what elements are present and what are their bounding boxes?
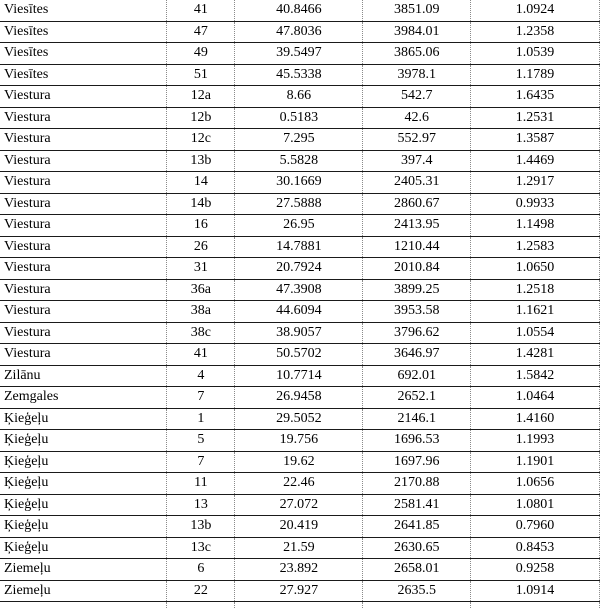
number-cell[interactable]: 12c bbox=[167, 129, 235, 151]
street-cell[interactable]: Ziemeļu bbox=[0, 580, 167, 602]
table-row bbox=[0, 430, 600, 452]
ratio-cell[interactable]: 0.8453 bbox=[471, 537, 600, 559]
number-cell[interactable]: 12a bbox=[167, 86, 235, 108]
ratio-cell[interactable]: 1.1498 bbox=[471, 215, 600, 237]
table-row bbox=[0, 107, 600, 129]
ratio-cell[interactable]: 1.4160 bbox=[471, 408, 600, 430]
value-a-cell[interactable]: 47.8036 bbox=[235, 21, 363, 43]
table-row bbox=[0, 236, 600, 258]
street-cell[interactable]: Viestura bbox=[0, 279, 167, 301]
value-b-cell[interactable]: 3865.06 bbox=[363, 43, 471, 65]
street-cell[interactable]: Viestura bbox=[0, 193, 167, 215]
number-cell[interactable]: 22 bbox=[167, 580, 235, 602]
number-cell[interactable]: 12b bbox=[167, 107, 235, 129]
number-cell[interactable]: 51 bbox=[167, 64, 235, 86]
table-row bbox=[0, 408, 600, 430]
street-cell[interactable]: Ziemeļu bbox=[0, 559, 167, 581]
value-b-cell[interactable]: 2652.1 bbox=[363, 387, 471, 409]
table-row bbox=[0, 365, 600, 387]
ratio-cell[interactable]: 1.1621 bbox=[471, 301, 600, 323]
table-row bbox=[0, 301, 600, 323]
value-a-cell[interactable]: 21.59 bbox=[235, 537, 363, 559]
value-b-cell[interactable]: 2405.31 bbox=[363, 172, 471, 194]
number-cell[interactable]: 31 bbox=[167, 258, 235, 280]
street-cell[interactable]: Viestura bbox=[0, 236, 167, 258]
value-a-cell[interactable]: 47.3908 bbox=[235, 279, 363, 301]
number-cell[interactable]: 1 bbox=[167, 408, 235, 430]
value-a-cell[interactable]: 27.5888 bbox=[235, 193, 363, 215]
ratio-cell[interactable]: 0.7960 bbox=[471, 516, 600, 538]
ratio-cell[interactable]: 1.2358 bbox=[471, 21, 600, 43]
value-b-cell[interactable]: 692.01 bbox=[363, 365, 471, 387]
table-row bbox=[0, 258, 600, 280]
table-row bbox=[0, 129, 600, 151]
street-cell[interactable]: Viestura bbox=[0, 129, 167, 151]
ratio-cell[interactable]: 1.6435 bbox=[471, 86, 600, 108]
value-a-cell[interactable]: 14.7881 bbox=[235, 236, 363, 258]
table-row bbox=[0, 193, 600, 215]
ratio-cell bbox=[471, 602, 600, 609]
value-b-cell[interactable]: 3899.25 bbox=[363, 279, 471, 301]
street-cell bbox=[0, 602, 167, 609]
ratio-cell[interactable]: 1.0554 bbox=[471, 322, 600, 344]
ratio-cell[interactable]: 1.0464 bbox=[471, 387, 600, 409]
street-cell[interactable]: Viesītes bbox=[0, 64, 167, 86]
table-row bbox=[0, 473, 600, 495]
street-cell[interactable]: Ķieģeļu bbox=[0, 473, 167, 495]
street-cell[interactable]: Ķieģeļu bbox=[0, 408, 167, 430]
value-b-cell[interactable]: 542.7 bbox=[363, 86, 471, 108]
street-cell[interactable]: Viesītes bbox=[0, 0, 167, 21]
value-b-cell[interactable]: 3984.01 bbox=[363, 21, 471, 43]
table-row bbox=[0, 86, 600, 108]
ratio-cell[interactable]: 1.2917 bbox=[471, 172, 600, 194]
number-cell[interactable]: 5 bbox=[167, 430, 235, 452]
number-cell[interactable]: 14b bbox=[167, 193, 235, 215]
value-a-cell[interactable]: 39.5497 bbox=[235, 43, 363, 65]
number-cell[interactable]: 13b bbox=[167, 516, 235, 538]
number-cell[interactable]: 14 bbox=[167, 172, 235, 194]
table-row bbox=[0, 494, 600, 516]
ratio-cell[interactable]: 0.9933 bbox=[471, 193, 600, 215]
ratio-cell[interactable]: 1.2583 bbox=[471, 236, 600, 258]
value-a-cell[interactable]: 0.5183 bbox=[235, 107, 363, 129]
table-row bbox=[0, 150, 600, 172]
number-cell[interactable]: 38c bbox=[167, 322, 235, 344]
value-a-cell[interactable]: 26.95 bbox=[235, 215, 363, 237]
table-row bbox=[0, 451, 600, 473]
value-a-cell[interactable]: 26.9458 bbox=[235, 387, 363, 409]
street-cell[interactable]: Ķieģeļu bbox=[0, 537, 167, 559]
number-cell[interactable]: 6 bbox=[167, 559, 235, 581]
value-b-cell[interactable]: 42.6 bbox=[363, 107, 471, 129]
value-a-cell[interactable]: 20.419 bbox=[235, 516, 363, 538]
table-row bbox=[0, 387, 600, 409]
value-a-cell[interactable]: 29.5052 bbox=[235, 408, 363, 430]
value-b-cell[interactable]: 3953.58 bbox=[363, 301, 471, 323]
ratio-cell[interactable]: 1.0539 bbox=[471, 43, 600, 65]
street-cell[interactable]: Viestura bbox=[0, 258, 167, 280]
street-cell[interactable]: Viesītes bbox=[0, 21, 167, 43]
ratio-cell[interactable]: 1.0924 bbox=[471, 0, 600, 21]
value-b-cell[interactable]: 2413.95 bbox=[363, 215, 471, 237]
table-row bbox=[0, 279, 600, 301]
value-a-cell[interactable]: 23.892 bbox=[235, 559, 363, 581]
ratio-cell[interactable]: 1.0801 bbox=[471, 494, 600, 516]
street-cell[interactable]: Zilānu bbox=[0, 365, 167, 387]
value-a-cell[interactable]: 27.927 bbox=[235, 580, 363, 602]
number-cell[interactable]: 36a bbox=[167, 279, 235, 301]
value-b-cell bbox=[363, 602, 471, 609]
value-b-cell[interactable]: 2170.88 bbox=[363, 473, 471, 495]
value-b-cell[interactable]: 397.4 bbox=[363, 150, 471, 172]
number-cell[interactable]: 26 bbox=[167, 236, 235, 258]
number-cell[interactable]: 16 bbox=[167, 215, 235, 237]
value-a-cell[interactable]: 5.5828 bbox=[235, 150, 363, 172]
table-row bbox=[0, 21, 600, 43]
value-b-cell[interactable]: 2630.65 bbox=[363, 537, 471, 559]
number-cell[interactable]: 7 bbox=[167, 451, 235, 473]
value-b-cell[interactable]: 3851.09 bbox=[363, 0, 471, 21]
ratio-cell[interactable]: 1.4469 bbox=[471, 150, 600, 172]
value-b-cell[interactable]: 2146.1 bbox=[363, 408, 471, 430]
number-cell[interactable]: 4 bbox=[167, 365, 235, 387]
table-row bbox=[0, 215, 600, 237]
value-b-cell[interactable]: 3646.97 bbox=[363, 344, 471, 366]
number-cell[interactable]: 11 bbox=[167, 473, 235, 495]
ratio-cell[interactable]: 1.0656 bbox=[471, 473, 600, 495]
value-a-cell[interactable]: 38.9057 bbox=[235, 322, 363, 344]
value-b-cell[interactable]: 1210.44 bbox=[363, 236, 471, 258]
value-a-cell[interactable]: 7.295 bbox=[235, 129, 363, 151]
table-row-partial bbox=[0, 602, 600, 609]
ratio-cell[interactable]: 1.3587 bbox=[471, 129, 600, 151]
value-a-cell[interactable]: 45.5338 bbox=[235, 64, 363, 86]
street-cell[interactable]: Viestura bbox=[0, 172, 167, 194]
value-b-cell[interactable]: 1697.96 bbox=[363, 451, 471, 473]
street-cell[interactable]: Viestura bbox=[0, 150, 167, 172]
value-b-cell[interactable]: 2010.84 bbox=[363, 258, 471, 280]
street-cell[interactable]: Ķieģeļu bbox=[0, 451, 167, 473]
table-row bbox=[0, 43, 600, 65]
number-cell[interactable]: 41 bbox=[167, 0, 235, 21]
street-cell[interactable]: Ķieģeļu bbox=[0, 494, 167, 516]
number-cell[interactable]: 47 bbox=[167, 21, 235, 43]
ratio-cell[interactable]: 1.1993 bbox=[471, 430, 600, 452]
table-row bbox=[0, 559, 600, 581]
table-row bbox=[0, 64, 600, 86]
ratio-cell[interactable]: 1.1789 bbox=[471, 64, 600, 86]
ratio-cell[interactable]: 0.9258 bbox=[471, 559, 600, 581]
number-cell[interactable]: 49 bbox=[167, 43, 235, 65]
street-cell[interactable]: Viestura bbox=[0, 322, 167, 344]
street-cell[interactable]: Viestura bbox=[0, 86, 167, 108]
street-cell[interactable]: Viestura bbox=[0, 344, 167, 366]
value-b-cell[interactable]: 1696.53 bbox=[363, 430, 471, 452]
value-b-cell[interactable]: 2581.41 bbox=[363, 494, 471, 516]
value-a-cell[interactable]: 27.072 bbox=[235, 494, 363, 516]
street-cell[interactable]: Viesītes bbox=[0, 43, 167, 65]
value-a-cell bbox=[235, 602, 363, 609]
ratio-cell[interactable]: 1.2531 bbox=[471, 107, 600, 129]
value-a-cell[interactable]: 44.6094 bbox=[235, 301, 363, 323]
table-row bbox=[0, 344, 600, 366]
street-cell[interactable]: Ķieģeļu bbox=[0, 516, 167, 538]
number-cell[interactable]: 41 bbox=[167, 344, 235, 366]
value-a-cell[interactable]: 50.5702 bbox=[235, 344, 363, 366]
number-cell[interactable]: 13c bbox=[167, 537, 235, 559]
number-cell[interactable]: 38a bbox=[167, 301, 235, 323]
value-a-cell[interactable]: 22.46 bbox=[235, 473, 363, 495]
street-cell[interactable]: Viestura bbox=[0, 215, 167, 237]
ratio-cell[interactable]: 1.2518 bbox=[471, 279, 600, 301]
street-cell[interactable]: Viestura bbox=[0, 301, 167, 323]
value-a-cell[interactable]: 8.66 bbox=[235, 86, 363, 108]
value-a-cell[interactable]: 20.7924 bbox=[235, 258, 363, 280]
value-b-cell[interactable]: 2658.01 bbox=[363, 559, 471, 581]
value-a-cell[interactable]: 19.756 bbox=[235, 430, 363, 452]
value-a-cell[interactable]: 30.1669 bbox=[235, 172, 363, 194]
table-row bbox=[0, 580, 600, 602]
street-cell[interactable]: Zemgales bbox=[0, 387, 167, 409]
street-cell[interactable]: Ķieģeļu bbox=[0, 430, 167, 452]
value-b-cell[interactable]: 2641.85 bbox=[363, 516, 471, 538]
number-cell bbox=[167, 602, 235, 609]
table-row bbox=[0, 0, 600, 21]
number-cell[interactable]: 13b bbox=[167, 150, 235, 172]
number-cell[interactable]: 13 bbox=[167, 494, 235, 516]
value-a-cell[interactable]: 10.7714 bbox=[235, 365, 363, 387]
table-row bbox=[0, 516, 600, 538]
table-row bbox=[0, 537, 600, 559]
value-a-cell[interactable]: 40.8466 bbox=[235, 0, 363, 21]
value-b-cell[interactable]: 2860.67 bbox=[363, 193, 471, 215]
ratio-cell[interactable]: 1.4281 bbox=[471, 344, 600, 366]
value-b-cell[interactable]: 3978.1 bbox=[363, 64, 471, 86]
table-row bbox=[0, 322, 600, 344]
value-b-cell[interactable]: 2635.5 bbox=[363, 580, 471, 602]
ratio-cell[interactable]: 1.0914 bbox=[471, 580, 600, 602]
ratio-cell[interactable]: 1.1901 bbox=[471, 451, 600, 473]
value-a-cell[interactable]: 19.62 bbox=[235, 451, 363, 473]
value-b-cell[interactable]: 552.97 bbox=[363, 129, 471, 151]
value-b-cell[interactable]: 3796.62 bbox=[363, 322, 471, 344]
street-cell[interactable]: Viestura bbox=[0, 107, 167, 129]
table-row bbox=[0, 172, 600, 194]
number-cell[interactable]: 7 bbox=[167, 387, 235, 409]
ratio-cell[interactable]: 1.0650 bbox=[471, 258, 600, 280]
ratio-cell[interactable]: 1.5842 bbox=[471, 365, 600, 387]
